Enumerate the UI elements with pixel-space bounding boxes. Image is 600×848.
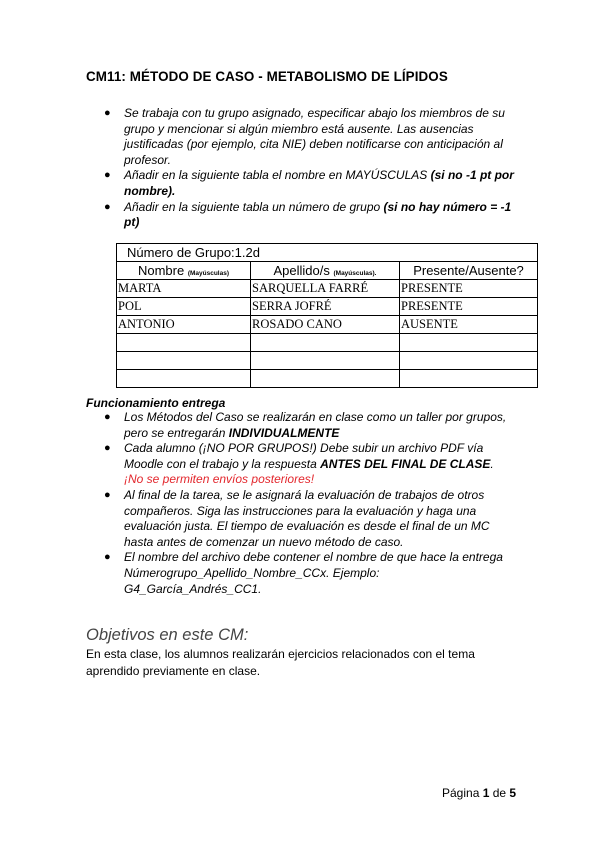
bullet-icon: ● bbox=[104, 551, 111, 564]
table-row bbox=[117, 280, 538, 298]
cell-estado bbox=[400, 334, 538, 352]
cell-apellido bbox=[251, 370, 400, 388]
cell-apellido bbox=[251, 334, 400, 352]
cell-apellido: SARQUELLA FARRÉ bbox=[251, 280, 400, 298]
instructions-list bbox=[104, 106, 516, 231]
document-title: CM11: MÉTODO DE CASO - METABOLISMO DE LÍPIDOS bbox=[86, 69, 448, 84]
bullet-icon: ● bbox=[104, 200, 111, 213]
cell-apellido: SERRA JOFRÉ bbox=[251, 298, 400, 316]
cell-apellido bbox=[251, 352, 400, 370]
objetivos-body: En esta clase, los alumnos realizarán ejercicios relacionados con el tema aprendido previamente en clase. bbox=[86, 647, 475, 678]
bullet-icon: ● bbox=[104, 107, 111, 119]
objetivos-title: Objetivos en este CM: bbox=[86, 626, 249, 644]
cell-estado: AUSENTE bbox=[400, 316, 538, 334]
bullet-icon: ● bbox=[104, 488, 111, 501]
cell-estado: PRESENTE bbox=[400, 280, 538, 298]
list-item: ● El nombre del archivo debe contener el nombre de que hace la entrega Númerogrupo_Apellido_Nombre_CCx. Ejemplo: G4_García_Andrés_CC1. bbox=[104, 550, 503, 596]
page-footer: Página 1 de 5 bbox=[442, 786, 517, 800]
header-nombre: Nombre (Mayúsculas) bbox=[117, 262, 251, 280]
cell-nombre: ANTONIO bbox=[117, 316, 251, 334]
cell-nombre bbox=[117, 352, 251, 370]
group-table bbox=[116, 243, 538, 388]
list-item: ● Añadir en la siguiente tabla un número de grupo (si no hay número = -1 pt) bbox=[104, 199, 512, 230]
list-item: ● Cada alumno (¡NO POR GRUPOS!) Debe subir un archivo PDF vía Moodle con el trabajo y la respuesta ANTES DEL FINAL DE CLASE. ¡No se permiten envíos posteriores! bbox=[104, 441, 494, 487]
list-item: ● Los Métodos del Caso se realizarán en clase como un taller por grupos, pero se entregarán INDIVIDUALMENTE bbox=[104, 410, 507, 440]
cell-estado bbox=[400, 370, 538, 388]
page-total: 5 bbox=[509, 786, 517, 800]
entrega-heading: Funcionamiento entrega bbox=[86, 396, 226, 410]
table-row bbox=[117, 334, 538, 352]
list-item: ● Añadir en la siguiente tabla el nombre en MAYÚSCULAS (si no -1 pt por nombre). bbox=[104, 168, 514, 198]
cell-estado: PRESENTE bbox=[400, 298, 538, 316]
table-row bbox=[117, 316, 538, 334]
table-row bbox=[117, 352, 538, 370]
table-row bbox=[117, 298, 538, 316]
group-number-row bbox=[117, 244, 538, 262]
bullet-icon: ● bbox=[104, 169, 111, 182]
cell-nombre: MARTA bbox=[117, 280, 251, 298]
page-number: 1 bbox=[482, 786, 490, 800]
cell-nombre bbox=[117, 334, 251, 352]
cell-apellido: ROSADO CANO bbox=[251, 316, 400, 334]
table-header-row bbox=[117, 262, 538, 280]
list-item: ● Al final de la tarea, se le asignará la evaluación de trabajos de otros compañeros. Siga las instrucciones para la evaluación y haga una evaluación justa. El tiempo de evaluación es desde el final de un MC hasta antes de comenzar un nuevo método de caso. bbox=[104, 487, 490, 549]
cell-estado bbox=[400, 352, 538, 370]
header-presente: Presente/Ausente? bbox=[400, 262, 538, 280]
group-number-label: Número de Grupo: bbox=[127, 245, 235, 260]
bullet-icon: ● bbox=[104, 442, 111, 455]
header-apellido: Apellido/s (Mayúsculas). bbox=[251, 262, 400, 280]
cell-nombre bbox=[117, 370, 251, 388]
late-warning: ¡No se permiten envíos posteriores! bbox=[124, 472, 315, 487]
group-number-value: 1.2d bbox=[234, 245, 260, 260]
entrega-list bbox=[104, 410, 516, 597]
list-item: ● Se trabaja con tu grupo asignado, especificar abajo los miembros de su grupo y mencionar si algún miembro está ausente. Las ausencias justificadas (por ejemplo, cita NIE) deben notificarse con anticipación al profesor. bbox=[104, 106, 505, 167]
cell-nombre: POL bbox=[117, 298, 251, 316]
bullet-icon: ● bbox=[104, 411, 111, 423]
table-row bbox=[117, 370, 538, 388]
